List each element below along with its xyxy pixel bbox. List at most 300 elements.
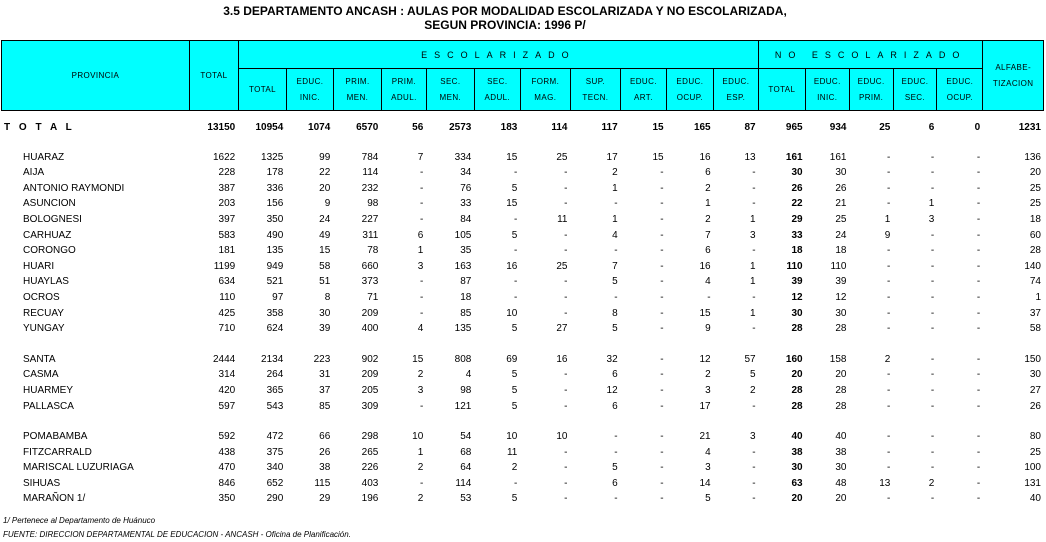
table-cell: 33 — [460, 198, 472, 210]
table-cell: - — [614, 245, 618, 257]
table-cell: 5 — [612, 276, 618, 288]
table-cell: - — [976, 260, 981, 272]
table-cell: 228 — [218, 167, 236, 179]
table-cell: 29 — [791, 213, 803, 225]
table-cell: - — [887, 276, 891, 288]
table-cell: - — [614, 198, 618, 210]
provincia-name: SANTA — [23, 353, 56, 365]
table-cell: 25 — [835, 213, 847, 225]
provincia-name: CORONGO — [23, 245, 76, 257]
table-cell: 10 — [506, 307, 518, 319]
table-cell: 660 — [361, 260, 379, 272]
table-cell: 39 — [319, 323, 331, 335]
table-cell: - — [752, 245, 756, 257]
table-cell: 949 — [266, 260, 284, 272]
table-cell: 85 — [460, 307, 472, 319]
table-cell: 8 — [324, 291, 331, 303]
table-cell: 9 — [324, 198, 331, 210]
table-cell: 181 — [218, 245, 236, 257]
table-cell: - — [564, 291, 568, 303]
table-cell: 53 — [460, 493, 472, 505]
table-cell: - — [752, 477, 756, 489]
table-cell: 1 — [928, 198, 935, 210]
table-cell: - — [614, 493, 618, 505]
table-cell: - — [976, 167, 981, 179]
table-cell: 1 — [750, 276, 756, 288]
table-cell: 24 — [835, 229, 847, 241]
table-cell: 15 — [506, 198, 518, 210]
table-cell: 15 — [412, 353, 424, 365]
table-row — [1, 150, 1044, 166]
table-cell: - — [419, 276, 424, 288]
table-cell: 11 — [506, 446, 518, 458]
table-cell: 12 — [699, 353, 711, 365]
table-cell: 37 — [319, 384, 331, 396]
table-cell: - — [976, 446, 981, 458]
table-cell: 22 — [319, 167, 331, 179]
table-cell: - — [614, 431, 618, 443]
table-cell: 66 — [319, 431, 331, 443]
table-cell: - — [660, 353, 664, 365]
table-cell: 6 — [705, 167, 711, 179]
table-cell: 5 — [511, 384, 518, 396]
table-cell: - — [930, 400, 935, 412]
table-cell: 1231 — [1018, 122, 1041, 133]
header-esc-col: EDUC. ART. — [620, 69, 666, 111]
table-cell: 3 — [928, 213, 935, 225]
table-cell: - — [660, 229, 664, 241]
table-cell: 634 — [218, 276, 236, 288]
table-cell: 652 — [266, 477, 284, 489]
table-cell: 1325 — [261, 151, 284, 163]
table-cell: 29 — [319, 493, 331, 505]
table-cell: - — [887, 307, 891, 319]
table-cell: 178 — [266, 167, 284, 179]
table-cell: 135 — [266, 245, 284, 257]
table-cell: 110 — [786, 260, 803, 272]
table-cell: 1 — [884, 213, 891, 225]
table-cell: 30 — [1029, 369, 1041, 381]
table-cell: 3 — [417, 384, 424, 396]
table-cell: 18 — [835, 245, 847, 257]
table-cell: - — [660, 323, 664, 335]
table-cell: - — [976, 229, 981, 241]
table-cell: 21 — [699, 431, 711, 443]
table-cell: 63 — [791, 477, 803, 489]
table-cell: 34 — [460, 167, 472, 179]
table-cell: 1 — [417, 245, 424, 257]
provincia-name: HUAYLAS — [23, 276, 69, 288]
table-cell: 131 — [1024, 477, 1041, 489]
table-row — [1, 429, 1044, 445]
table-cell: 20 — [1029, 167, 1041, 179]
table-cell: 2 — [705, 369, 711, 381]
table-cell: - — [976, 400, 981, 412]
header-noesc-col: EDUC. SEC. — [893, 69, 937, 111]
table-cell: 114 — [455, 477, 472, 489]
header-esc-col: SEC. ADUL. — [474, 69, 520, 111]
provincia-name: FITZCARRALD — [23, 446, 92, 458]
header-noesc-col: TOTAL — [758, 69, 805, 111]
table-cell: 165 — [693, 122, 711, 133]
table-cell: 38 — [835, 446, 847, 458]
table-cell: - — [660, 213, 664, 225]
table-cell: 1199 — [213, 260, 236, 272]
table-cell: 3 — [417, 260, 424, 272]
table-cell: - — [930, 260, 935, 272]
table-cell: 10 — [506, 431, 518, 443]
table-cell: 6 — [612, 477, 618, 489]
table-cell: 365 — [266, 384, 284, 396]
table-cell: 40 — [835, 431, 847, 443]
table-cell: - — [930, 353, 935, 365]
header-esc-col: EDUC. OCUP. — [666, 69, 713, 111]
table-cell: 105 — [454, 229, 472, 241]
table-cell: - — [660, 291, 664, 303]
table-cell: 30 — [319, 307, 331, 319]
table-cell: 12 — [791, 291, 803, 303]
table-cell: 597 — [218, 400, 236, 412]
table-cell: 902 — [361, 353, 379, 365]
table-cell: 784 — [361, 151, 379, 163]
table-cell: 20 — [835, 493, 847, 505]
table-cell: 28 — [835, 400, 847, 412]
table-cell: - — [513, 167, 518, 179]
table-cell: 78 — [367, 245, 379, 257]
source-note: FUENTE: DIRECCION DEPARTAMENTAL DE EDUCACION - ANCASH - Oficina de Planificación. — [3, 530, 351, 539]
spacer-row — [1, 337, 1044, 352]
table-cell: 40 — [1029, 493, 1041, 505]
table-cell: 4 — [612, 229, 618, 241]
table-cell: - — [887, 260, 891, 272]
table-cell: - — [887, 446, 891, 458]
table-cell: - — [419, 182, 424, 194]
table-cell: 18 — [791, 245, 803, 257]
provincia-name: OCROS — [23, 291, 60, 303]
table-cell: 10 — [556, 431, 568, 443]
table-cell: 6 — [612, 369, 618, 381]
table-cell: - — [930, 307, 935, 319]
table-row — [1, 383, 1044, 399]
table-cell: - — [976, 276, 981, 288]
table-cell: 58 — [1029, 323, 1041, 335]
table-cell: 30 — [791, 307, 803, 319]
table-cell: 98 — [367, 198, 379, 210]
table-row — [1, 445, 1044, 461]
table-cell: - — [930, 229, 935, 241]
table-cell: - — [887, 431, 891, 443]
table-cell: 1622 — [212, 151, 236, 163]
table-row — [1, 367, 1044, 383]
table-cell: 336 — [266, 182, 284, 194]
table-cell: 74 — [1029, 276, 1041, 288]
table-cell: - — [930, 245, 935, 257]
table-cell: 209 — [361, 307, 379, 319]
table-cell: 2444 — [212, 353, 236, 365]
header-noesc-col: EDUC. PRIM. — [849, 69, 893, 111]
header-esc-col: SEC. MEN. — [426, 69, 474, 111]
table-cell: 110 — [219, 291, 236, 303]
table-cell: 21 — [835, 198, 847, 210]
table-cell: - — [976, 462, 981, 474]
table-cell: - — [419, 198, 424, 210]
table-cell: 7 — [612, 260, 618, 272]
table-cell: - — [564, 493, 568, 505]
table-cell: - — [887, 462, 891, 474]
table-cell: 16 — [699, 260, 711, 272]
table-cell: - — [976, 198, 981, 210]
table-cell: 965 — [785, 122, 803, 133]
table-cell: 18 — [1029, 213, 1041, 225]
table-cell: 5 — [511, 493, 518, 505]
table-cell: 2 — [705, 213, 711, 225]
table-cell: 2 — [705, 182, 711, 194]
table-cell: - — [930, 493, 935, 505]
table-cell: 420 — [218, 384, 236, 396]
table-cell: - — [564, 369, 568, 381]
table-cell: 311 — [362, 229, 379, 241]
table-cell: - — [887, 245, 891, 257]
table-cell: 387 — [218, 182, 236, 194]
table-cell: - — [564, 245, 568, 257]
table-cell: - — [976, 323, 981, 335]
table-cell: 20 — [835, 369, 847, 381]
table-cell: 934 — [829, 122, 847, 133]
table-cell: 28 — [791, 384, 803, 396]
table-cell: 624 — [266, 323, 284, 335]
table-cell: 309 — [361, 400, 379, 412]
table-cell: 3 — [750, 431, 756, 443]
table-row — [1, 259, 1044, 275]
table-cell: 227 — [361, 213, 379, 225]
table-row — [1, 460, 1044, 476]
table-cell: - — [976, 369, 981, 381]
table-cell: 84 — [460, 213, 472, 225]
table-cell: - — [564, 167, 568, 179]
table-cell: 85 — [319, 400, 331, 412]
table-cell: - — [660, 431, 664, 443]
table-cell: - — [930, 151, 935, 163]
table-cell: 1 — [612, 213, 618, 225]
table-cell: 161 — [785, 151, 803, 163]
table-cell: - — [564, 229, 568, 241]
table-row — [1, 321, 1044, 337]
table-cell: 25 — [1029, 182, 1041, 194]
table-cell: 28 — [835, 323, 847, 335]
table-cell: - — [513, 276, 518, 288]
provincia-name: HUARAZ — [23, 151, 65, 163]
table-cell: 98 — [460, 384, 472, 396]
table-cell: 20 — [791, 493, 803, 505]
provincia-name: RECUAY — [23, 307, 64, 319]
table-cell: 1 — [705, 198, 711, 210]
data-table — [1, 120, 1044, 507]
table-cell: 80 — [1029, 431, 1041, 443]
table-cell: - — [660, 446, 664, 458]
table-cell: - — [564, 276, 568, 288]
table-cell: 16 — [556, 353, 568, 365]
table-cell: 375 — [266, 446, 284, 458]
table-cell: 13 — [879, 477, 891, 489]
table-cell: 28 — [791, 400, 803, 412]
spacer-row — [1, 414, 1044, 429]
header-alfabetizacion: ALFABE- TIZACION — [983, 41, 1044, 111]
table-cell: 17 — [606, 151, 618, 163]
header-total: TOTAL — [189, 41, 238, 111]
table-row — [1, 399, 1044, 415]
table-cell: 30 — [835, 167, 847, 179]
table-cell: 6 — [928, 122, 935, 133]
table-cell: - — [976, 307, 981, 319]
table-cell: 2 — [612, 167, 618, 179]
table-cell: 121 — [454, 400, 472, 412]
table-cell: 161 — [829, 151, 847, 163]
provincia-name: PALLASCA — [23, 400, 74, 412]
table-cell: 5 — [511, 323, 518, 335]
table-cell: 17 — [699, 400, 711, 412]
table-cell: - — [660, 307, 664, 319]
table-cell: 10 — [412, 431, 424, 443]
table-cell: 114 — [362, 167, 379, 179]
table-cell: - — [564, 198, 568, 210]
table-row — [1, 243, 1044, 259]
table-header — [1, 40, 1044, 111]
table-cell: 14 — [699, 477, 711, 489]
table-cell: 1 — [612, 182, 618, 194]
table-cell: 38 — [791, 446, 803, 458]
table-cell: 100 — [1024, 462, 1041, 474]
table-cell: 140 — [1024, 260, 1041, 272]
table-cell: 15 — [699, 307, 711, 319]
table-cell: - — [660, 245, 664, 257]
table-cell: 2 — [511, 462, 518, 474]
table-cell: 6 — [612, 400, 618, 412]
table-cell: 397 — [218, 213, 236, 225]
table-cell: - — [752, 446, 756, 458]
table-cell: 20 — [791, 369, 803, 381]
provincia-name: ANTONIO RAYMONDI — [23, 182, 125, 194]
table-cell: 5 — [612, 462, 618, 474]
table-cell: 290 — [266, 493, 284, 505]
table-cell: - — [930, 323, 935, 335]
table-cell: 265 — [361, 446, 379, 458]
table-cell: - — [752, 182, 756, 194]
table-cell: 30 — [835, 307, 847, 319]
table-cell: 54 — [460, 431, 472, 443]
table-cell: - — [887, 400, 891, 412]
header-esc-col: TOTAL — [238, 69, 286, 111]
table-cell: 99 — [319, 151, 331, 163]
table-cell: - — [930, 291, 935, 303]
table-cell: 33 — [791, 229, 803, 241]
table-cell: 2573 — [449, 122, 472, 133]
table-cell: - — [887, 384, 891, 396]
table-cell: 196 — [361, 493, 379, 505]
table-cell: 32 — [606, 353, 618, 365]
table-cell: - — [660, 384, 664, 396]
table-cell: - — [614, 446, 618, 458]
table-cell: - — [976, 384, 981, 396]
table-cell: 150 — [1024, 353, 1041, 365]
table-cell: 76 — [460, 182, 472, 194]
table-cell: 18 — [460, 291, 472, 303]
table-cell: 39 — [835, 276, 847, 288]
table-cell: - — [930, 384, 935, 396]
table-cell: - — [930, 462, 935, 474]
table-cell: 6 — [705, 245, 711, 257]
table-cell: 28 — [791, 323, 803, 335]
table-cell: 97 — [272, 291, 284, 303]
table-cell: - — [660, 400, 664, 412]
table-cell: 27 — [1029, 384, 1041, 396]
table-cell: - — [752, 493, 756, 505]
table-cell: - — [564, 400, 568, 412]
table-cell: 158 — [829, 353, 847, 365]
table-cell: 264 — [266, 369, 284, 381]
table-cell: - — [513, 291, 518, 303]
table-cell: 298 — [361, 431, 379, 443]
table-cell: 8 — [612, 307, 618, 319]
table-cell: 3 — [750, 229, 756, 241]
table-cell: - — [564, 182, 568, 194]
table-cell: 68 — [460, 446, 472, 458]
provincia-name: ASUNCION — [23, 198, 76, 210]
table-cell: 117 — [601, 122, 618, 133]
table-cell: 334 — [454, 151, 472, 163]
table-cell: 135 — [454, 323, 472, 335]
table-cell: - — [930, 276, 935, 288]
table-cell: 163 — [454, 260, 472, 272]
table-cell: 20 — [319, 182, 331, 194]
table-cell: 314 — [218, 369, 236, 381]
table-cell: 350 — [266, 213, 284, 225]
table-cell: 11 — [557, 213, 568, 225]
table-cell: - — [660, 182, 664, 194]
table-cell: 25 — [1029, 198, 1041, 210]
table-cell: - — [976, 213, 981, 225]
table-cell: 5 — [750, 369, 756, 381]
table-cell: - — [976, 245, 981, 257]
provincia-name: POMABAMBA — [23, 431, 88, 443]
table-cell: - — [930, 431, 935, 443]
table-cell: - — [614, 291, 618, 303]
spacer-row — [1, 136, 1044, 150]
table-cell: - — [419, 167, 424, 179]
total-row — [1, 120, 1044, 136]
table-row — [1, 165, 1044, 181]
table-cell: 7 — [705, 229, 711, 241]
table-cell: - — [660, 198, 664, 210]
table-cell: 30 — [791, 167, 803, 179]
table-cell: 26 — [835, 182, 847, 194]
table-cell: 5 — [612, 323, 618, 335]
table-cell: 203 — [218, 198, 236, 210]
table-cell: 438 — [218, 446, 236, 458]
header-esc-col: FORM. MAG. — [520, 69, 570, 111]
table-cell: - — [513, 477, 518, 489]
table-cell: 10954 — [255, 122, 284, 133]
table-row — [1, 196, 1044, 212]
table-cell: 340 — [266, 462, 284, 474]
table-cell: 9 — [705, 323, 711, 335]
table-cell: - — [660, 276, 664, 288]
table-cell: 25 — [1029, 446, 1041, 458]
table-cell: 12 — [835, 291, 847, 303]
table-cell: 521 — [266, 276, 284, 288]
table-cell: 5 — [511, 182, 518, 194]
table-cell: 5 — [511, 369, 518, 381]
table-cell: 12 — [606, 384, 618, 396]
